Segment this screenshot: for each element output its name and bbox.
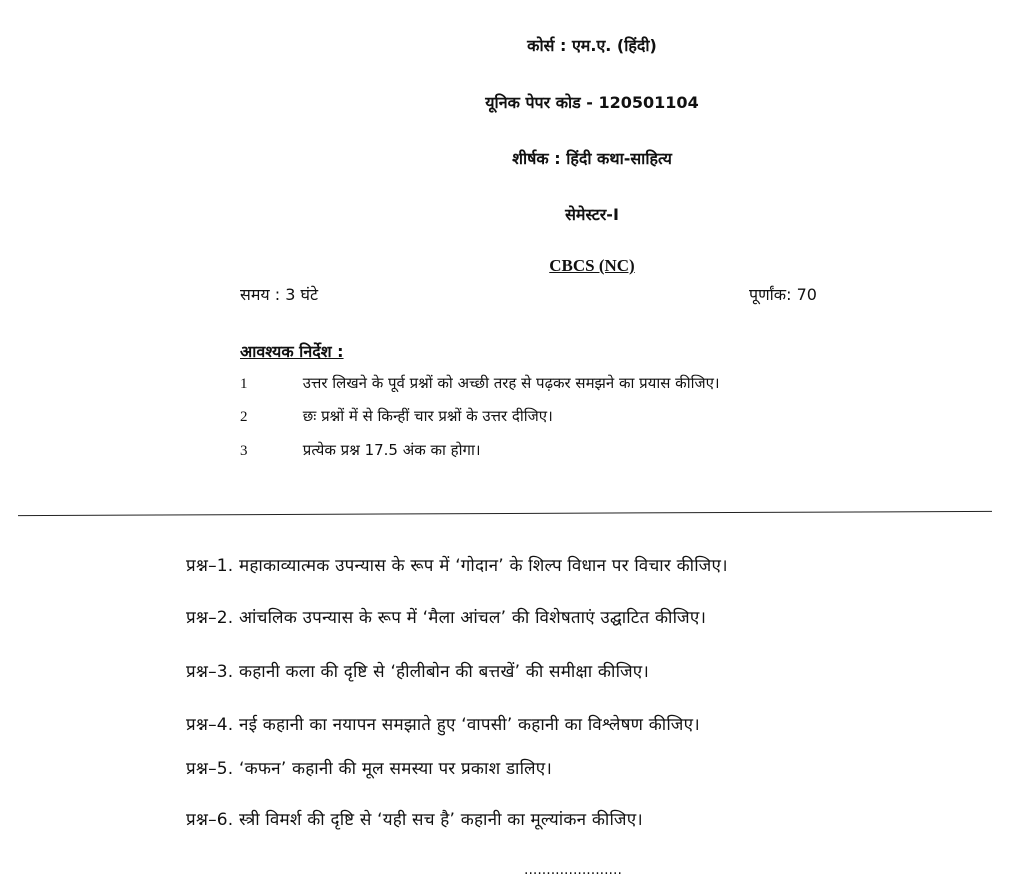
question-6: प्रश्न–6. स्त्री विमर्श की दृष्टि से ‘यही सच है’ कहानी का मूल्यांकन कीजिए। <box>186 810 643 830</box>
paper-title: शीर्षक : हिंदी कथा-साहित्य <box>512 149 672 168</box>
time-label: समय : 3 घंटे <box>240 285 319 304</box>
question-3: प्रश्न–3. कहानी कला की दृष्टि से ‘हीलीबोन की बत्तखें’ की समीक्षा कीजिए। <box>186 662 650 682</box>
max-marks-label: पूर्णांक: 70 <box>749 285 817 304</box>
instruction-text: उत्तर लिखने के पूर्व प्रश्नों को अच्छी तरह से पढ़कर समझने का प्रयास कीजिए। <box>302 374 720 392</box>
instruction-number: 3 <box>240 443 248 459</box>
scheme-label: CBCS (NC) <box>549 256 635 275</box>
instruction-item <box>240 373 720 393</box>
instruction-item <box>240 440 481 460</box>
question-1: प्रश्न–1. महाकाव्यात्मक उपन्यास के रूप में ‘गोदान’ के शिल्प विधान पर विचार कीजिए। <box>186 556 728 576</box>
instruction-item <box>240 406 553 426</box>
question-5: प्रश्न–5. ‘कफन’ कहानी की मूल समस्या पर प्रकाश डालिए। <box>186 759 553 779</box>
paper-code: यूनिक पेपर कोड - 120501104 <box>485 93 699 112</box>
semester-label: सेमेस्टर-I <box>565 205 619 224</box>
instruction-text: छः प्रश्नों में से किन्हीं चार प्रश्नों के उत्तर दीजिए। <box>302 407 553 425</box>
instruction-text: प्रत्येक प्रश्न 17.5 अंक का होगा। <box>302 441 481 459</box>
section-divider <box>18 511 992 516</box>
question-2: प्रश्न–2. आंचलिक उपन्यास के रूप में ‘मैला आंचल’ की विशेषताएं उद्घाटित कीजिए। <box>186 608 707 628</box>
course-heading: कोर्स : एम.ए. (हिंदी) <box>527 36 657 55</box>
instruction-number: 1 <box>240 376 248 392</box>
question-4: प्रश्न–4. नई कहानी का नयापन समझाते हुए ‘वापसी’ कहानी का विश्लेषण कीजिए। <box>186 715 700 735</box>
end-marker: ...................... <box>524 862 622 878</box>
instruction-number: 2 <box>240 409 248 425</box>
instructions-heading: आवश्यक निर्देश : <box>240 342 344 361</box>
